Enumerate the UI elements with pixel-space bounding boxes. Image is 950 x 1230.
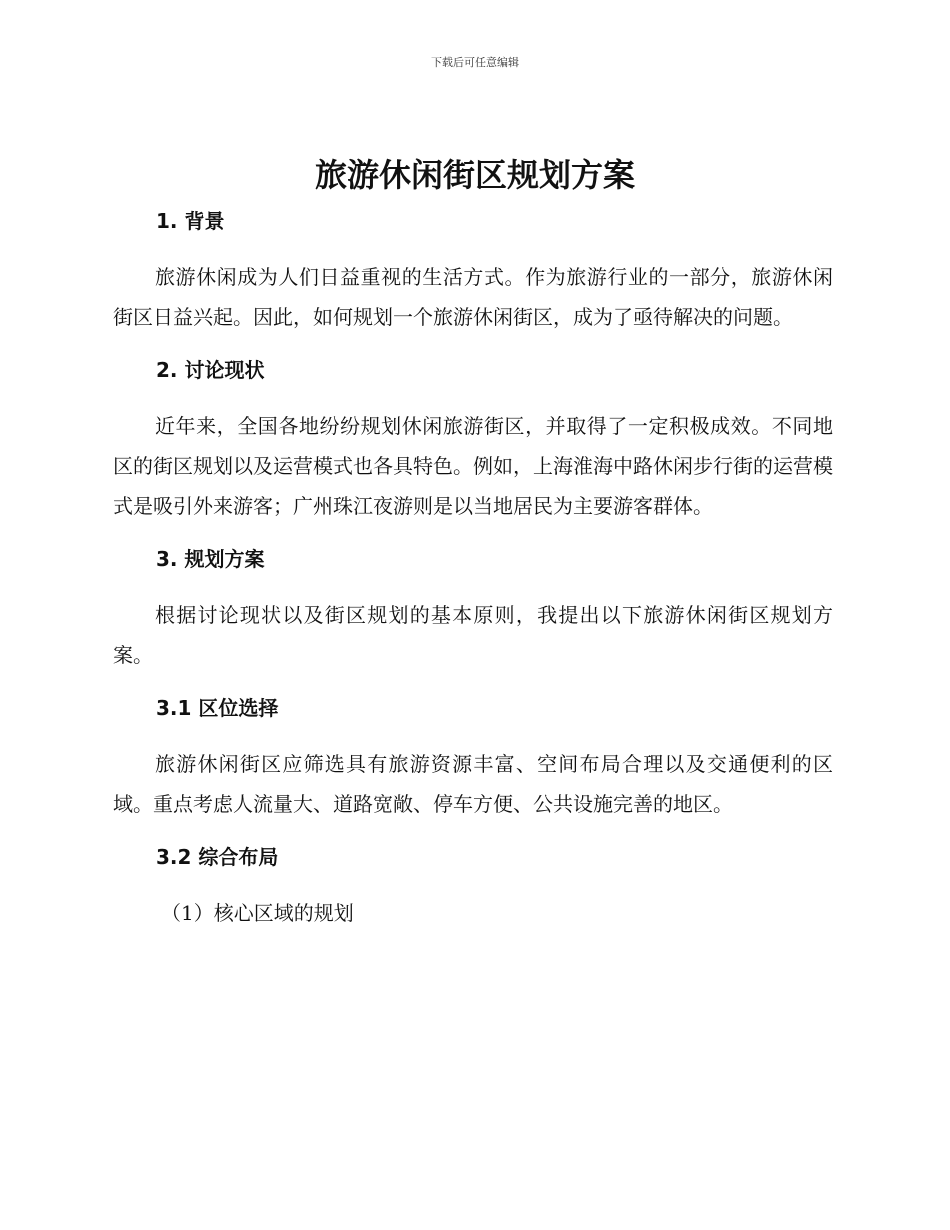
header-note: 下载后可任意编辑 [431, 56, 519, 69]
section-paragraph-background: 旅游休闲成为人们日益重视的生活方式。作为旅游行业的一部分，旅游休闲街区日益兴起。因此，如何规划一个旅游休闲街区，成为了亟待解决的问题。 [113, 265, 833, 329]
section-paragraph-location: 旅游休闲街区应筛选具有旅游资源丰富、空间布局合理以及交通便利的区域。重点考虑人流量大、道路宽敞、停车方便、公共设施完善的地区。 [113, 752, 833, 816]
section-heading-background: 1. 背景 [156, 209, 225, 233]
section-paragraph-plan: 根据讨论现状以及街区规划的基本原则，我提出以下旅游休闲街区规划方案。 [113, 603, 833, 667]
section-heading-plan: 3. 规划方案 [156, 547, 265, 571]
section-heading-layout: 3.2 综合布局 [156, 845, 279, 869]
section-paragraph-status: 近年来，全国各地纷纷规划休闲旅游街区，并取得了一定积极成效。不同地区的街区规划以及运营模式也各具特色。例如，上海淮海中路休闲步行街的运营模式是吸引外来游客；广州珠江夜游则是以当地居民为主要游客群体。 [113, 414, 833, 518]
section-heading-status: 2. 讨论现状 [156, 358, 265, 382]
document-body [113, 204, 833, 933]
document-title: 旅游休闲街区规划方案 [314, 156, 635, 194]
section-heading-location: 3.1 区位选择 [156, 696, 279, 720]
list-item-core-area: （1）核心区域的规划 [161, 901, 354, 925]
